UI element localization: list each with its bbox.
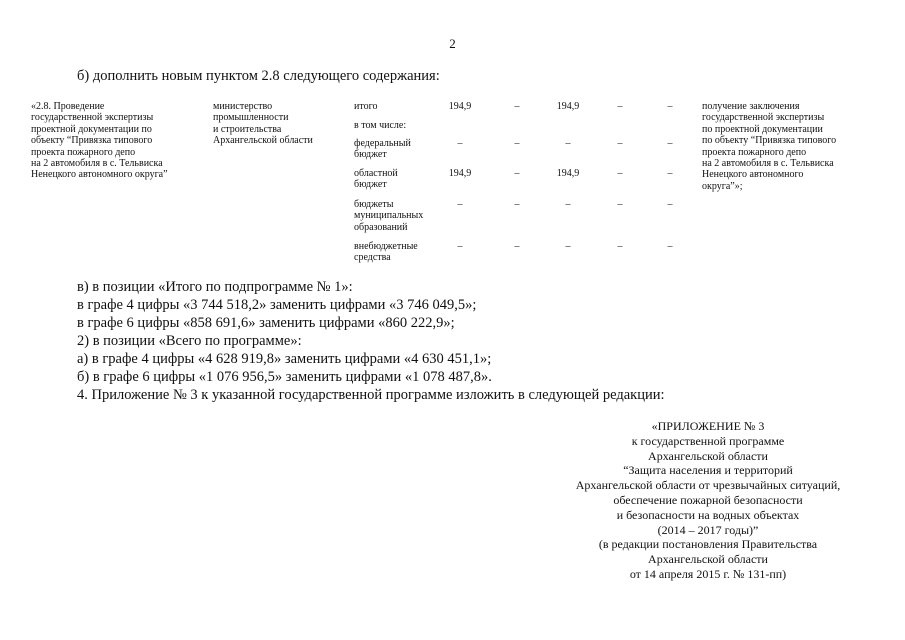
row-value: – <box>514 168 520 179</box>
paragraph-line: б) в графе 6 цифры «1 076 956,5» заменить цифрами «1 078 487,8». <box>77 369 492 385</box>
appendix-line: (в редакции постановления Правительства <box>598 537 818 552</box>
appendix-line: «ПРИЛОЖЕНИЕ № 3 <box>651 419 765 433</box>
paragraph-line: 4. Приложение № 3 к указанной государственной программе изложить в следующей редакции: <box>77 387 665 403</box>
row-value: – <box>667 138 673 149</box>
table-item-cell: «2.8. Проведение государственной экспертизы проектной документации по объекту “Привязка типового проекта пожарного депо на 2 автомобиля в с. Тельвиска Ненецкого автономного округа” <box>31 101 168 181</box>
row-value: – <box>667 199 673 210</box>
appendix-line: Архангельской области <box>648 448 768 463</box>
row-value: 194,9 <box>556 101 580 112</box>
paragraph-line: а) в графе 4 цифры «4 628 919,8» заменить цифрами «4 630 451,1»; <box>77 351 492 367</box>
appendix-line: Архангельской области от чрезвычайных ситуаций, <box>575 478 841 493</box>
appendix-header <box>548 419 868 582</box>
row-value: – <box>617 168 623 179</box>
row-value: – <box>617 199 623 210</box>
row-value: – <box>565 199 571 210</box>
row-value: – <box>667 168 673 179</box>
row-value: – <box>617 101 623 112</box>
row-value: – <box>565 138 571 149</box>
row-label: федеральный бюджет <box>354 138 411 161</box>
row-value: 194,9 <box>448 101 472 112</box>
appendix-line: обеспечение пожарной безопасности <box>613 492 803 507</box>
appendix-line: и безопасности на водных объектах <box>616 507 800 522</box>
intro-line: б) дополнить новым пунктом 2.8 следующего содержания: <box>77 68 440 84</box>
table-executor-cell: министерство промышленности и строительства Архангельской области <box>213 101 313 147</box>
row-value: – <box>514 101 520 112</box>
row-value: – <box>667 241 673 252</box>
paragraph-line: в графе 6 цифры «858 691,6» заменить цифрами «860 222,9»; <box>77 315 455 331</box>
appendix-line: от 14 апреля 2015 г. № 131-пп) <box>629 566 787 581</box>
row-label: в том числе: <box>354 120 407 131</box>
row-label: итого <box>354 101 378 112</box>
row-value: – <box>457 241 463 252</box>
row-value: – <box>617 241 623 252</box>
paragraph-line: в) в позиции «Итого по подпрограмме № 1»: <box>77 279 353 295</box>
appendix-line: “Защита населения и территорий <box>623 463 793 478</box>
appendix-line: (2014 – 2017 годы)” <box>657 522 759 537</box>
row-value: – <box>514 138 520 149</box>
row-label: областной бюджет <box>354 168 398 191</box>
paragraph-line: в графе 4 цифры «3 744 518,2» заменить цифрами «3 746 049,5»; <box>77 297 477 313</box>
row-value: – <box>617 138 623 149</box>
row-value: 194,9 <box>448 168 472 179</box>
table-result-cell: получение заключения государственной экспертизы по проектной документации по объекту “Привязка типового проекта пожарного депо на 2 автомобиля в с. Тельвиска Ненецкого автономного округа”»; <box>702 101 837 192</box>
row-value: – <box>457 199 463 210</box>
row-value: – <box>667 101 673 112</box>
page-number: 2 <box>449 36 456 51</box>
row-label: внебюджетные средства <box>354 241 418 264</box>
row-label: бюджеты муниципальных образований <box>354 199 424 233</box>
appendix-line: к государственной программе <box>631 433 785 448</box>
row-value: – <box>457 138 463 149</box>
appendix-line: Архангельской области <box>648 552 768 567</box>
row-value: – <box>565 241 571 252</box>
row-value: – <box>514 199 520 210</box>
row-value: 194,9 <box>556 168 580 179</box>
paragraph-line: 2) в позиции «Всего по программе»: <box>77 333 302 349</box>
row-value: – <box>514 241 520 252</box>
